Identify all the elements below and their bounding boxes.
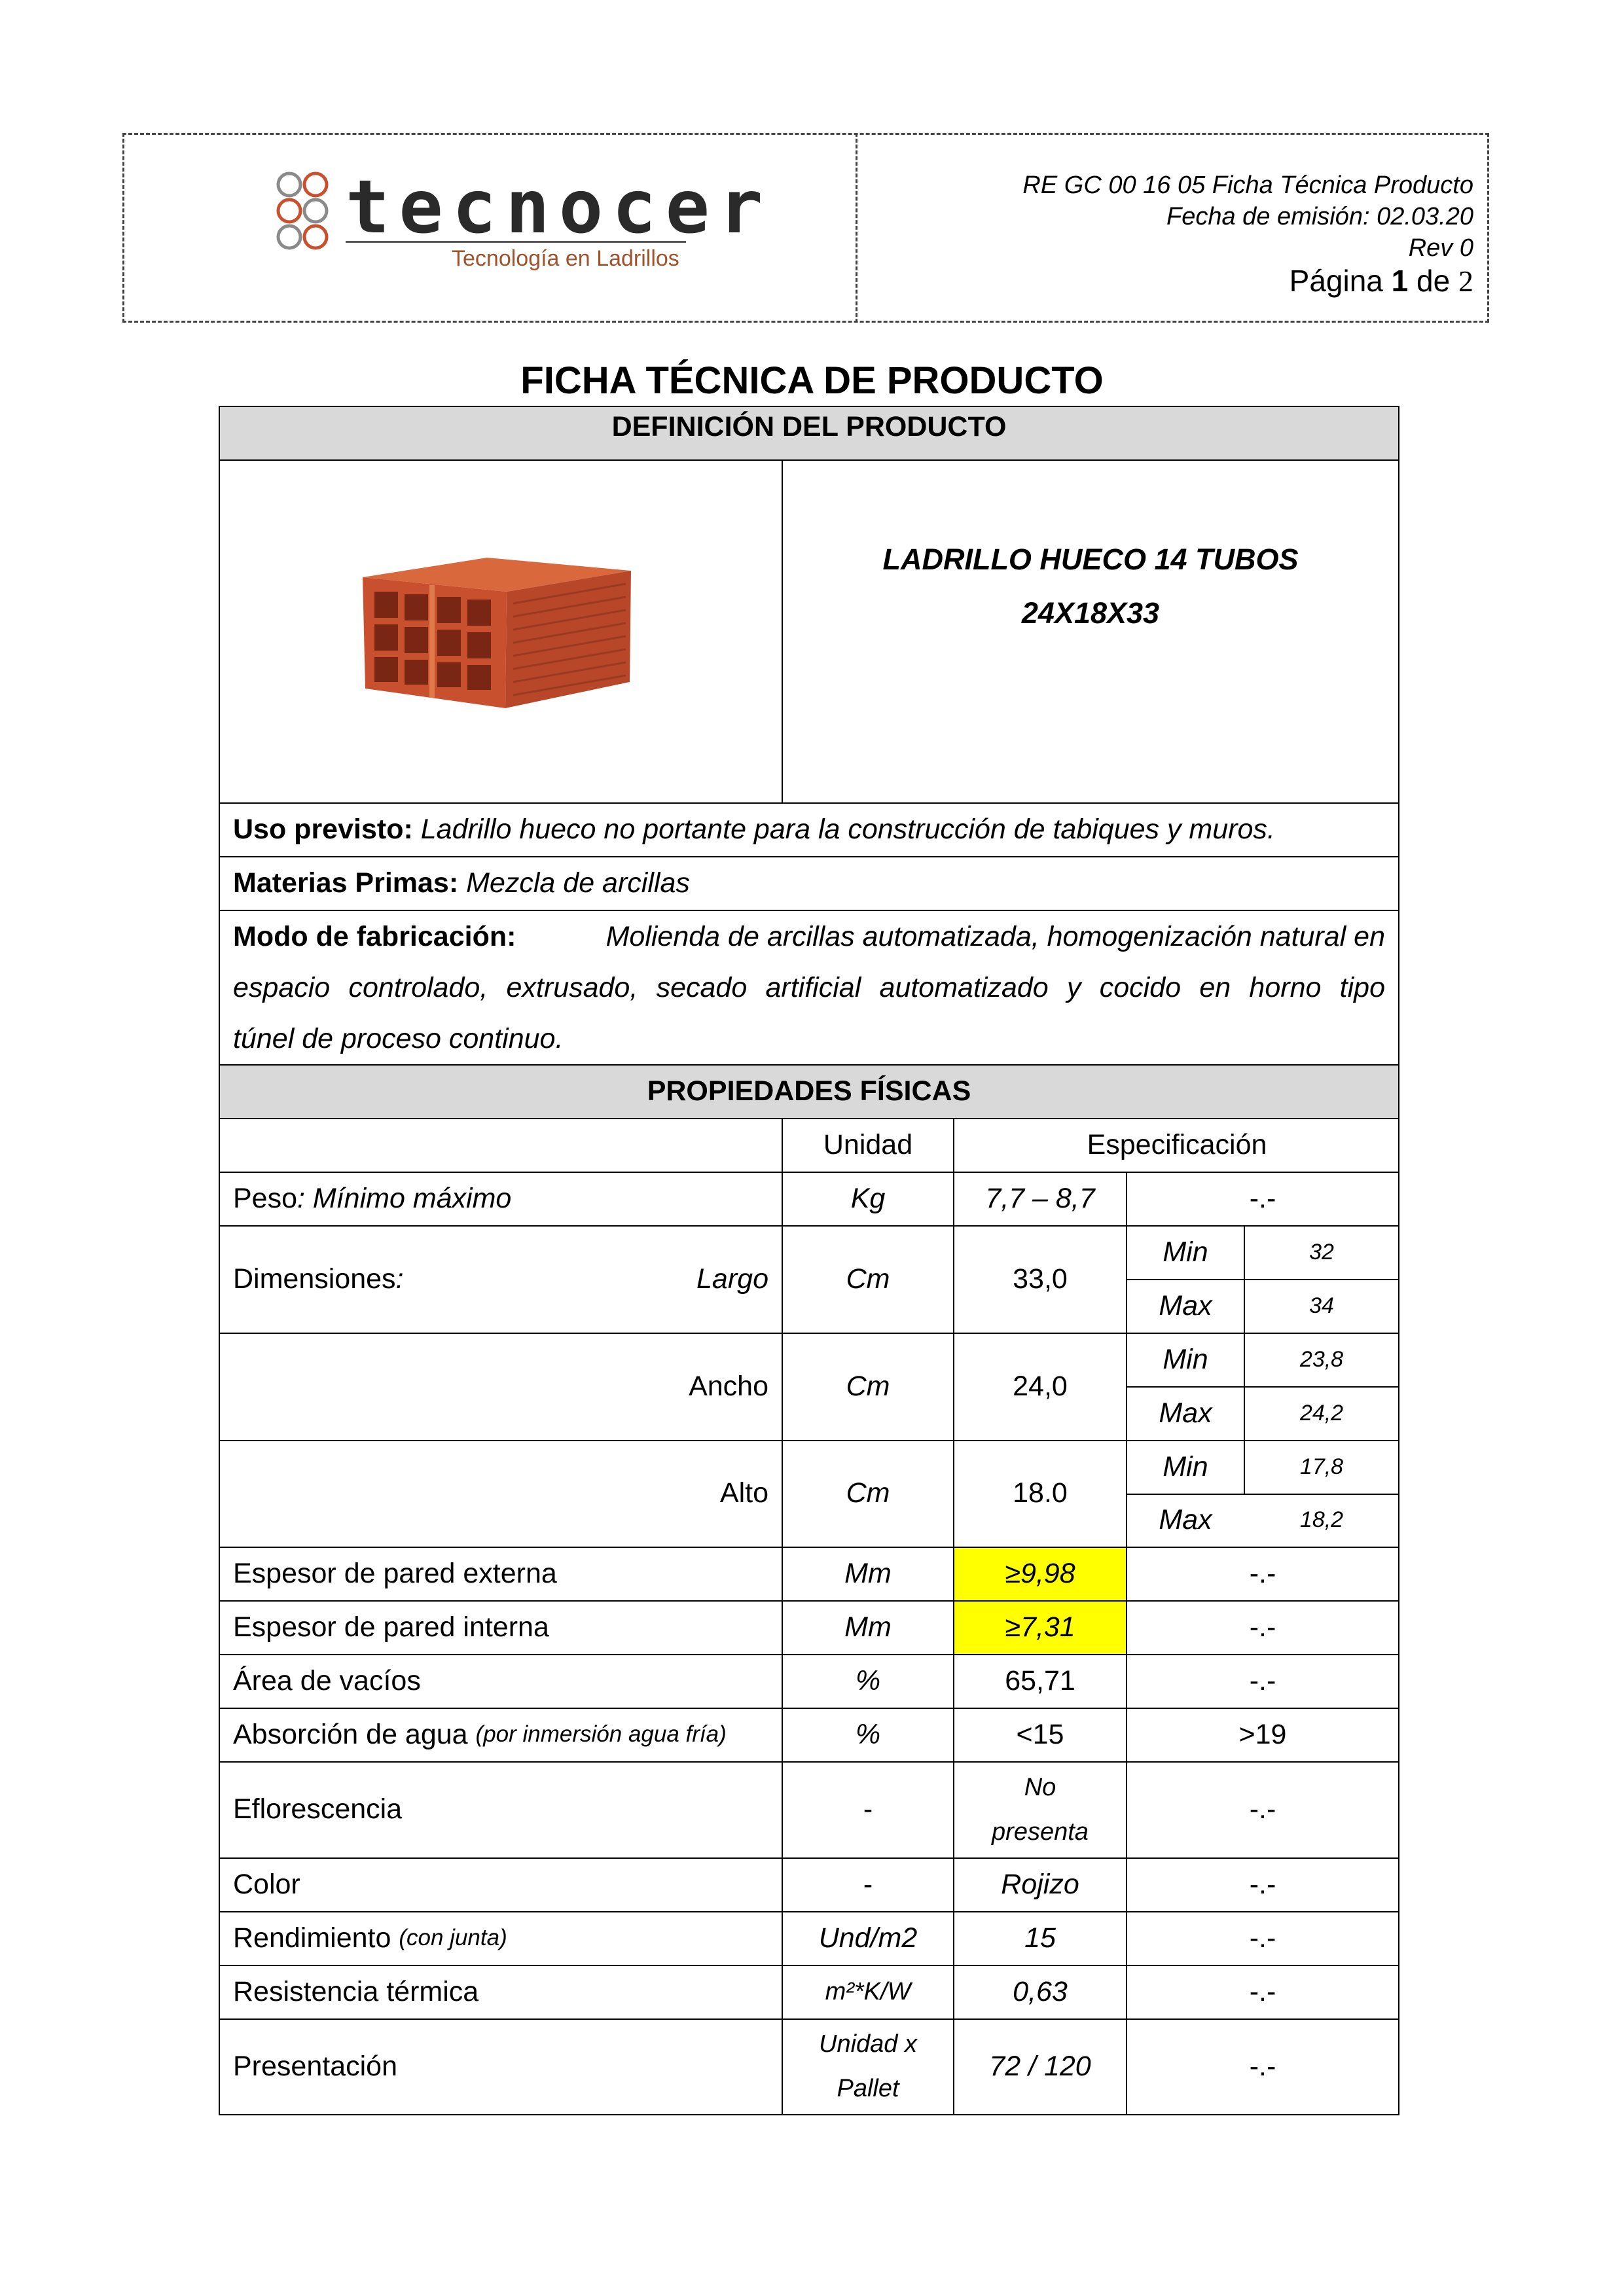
ancho-min-label: Min	[1163, 1343, 1208, 1375]
row-extra: -.-	[1249, 1793, 1276, 1825]
row-value: ≥9,98	[1005, 1557, 1075, 1589]
row-unit: %	[855, 1718, 881, 1750]
rule	[1398, 406, 1399, 2115]
modo-label: Modo de fabricación:	[233, 920, 516, 952]
logo-wordmark: tecnocer	[346, 165, 772, 250]
row-label: Presentación	[233, 2050, 397, 2082]
doc-code: RE GC 00 16 05 Ficha Técnica Producto	[1022, 171, 1473, 199]
row-extra: -.-	[1249, 1975, 1276, 2007]
rule	[219, 2114, 1399, 2115]
rule	[219, 406, 220, 2115]
alto-min-label: Min	[1163, 1450, 1208, 1482]
peso-extra: -.-	[1249, 1182, 1276, 1214]
row-unit: m²*K/W	[825, 1977, 911, 2005]
row-label: Color	[233, 1868, 300, 1900]
modo-value-1: Molienda de arcillas automatizada, homogenización natural en	[605, 920, 1385, 952]
ancho-unit: Cm	[846, 1370, 890, 1402]
alto-min: 17,8	[1299, 1454, 1344, 1479]
row-label: Rendimiento (con junta)	[233, 1922, 507, 1954]
revision: Rev 0	[1408, 234, 1473, 262]
largo-min-label: Min	[1163, 1236, 1208, 1268]
row-unit-line2: Pallet	[837, 2074, 899, 2102]
peso-value: 7,7 – 8,7	[985, 1182, 1095, 1214]
row-extra: -.-	[1249, 1557, 1276, 1589]
modo-line-2: espacio controlado, extrusado, secado artificial automatizado y cocido en horno tipo	[233, 972, 1385, 1003]
row-unit: Mm	[844, 1557, 892, 1589]
properties-heading: PROPIEDADES FÍSICAS	[647, 1075, 971, 1107]
product-size: 24X18X33	[1021, 596, 1160, 630]
page-of: de	[1416, 264, 1451, 298]
row-extra: -.-	[1249, 1922, 1276, 1954]
dimensiones-label: Dimensiones :	[233, 1263, 404, 1295]
row-extra: -.-	[1249, 1664, 1276, 1696]
row-value: 0,63	[1013, 1975, 1068, 2007]
page-word: Página	[1289, 264, 1383, 298]
alto-value: 18.0	[1013, 1477, 1068, 1509]
product-name: LADRILLO HUECO 14 TUBOS	[882, 543, 1299, 576]
modo-line-3: túnel de proceso continuo.	[233, 1022, 564, 1054]
page-title: FICHA TÉCNICA DE PRODUCTO	[520, 359, 1104, 402]
row-label: Área de vacíos	[233, 1664, 421, 1696]
brick-product-image	[356, 551, 631, 734]
uso-previsto	[233, 802, 1392, 856]
row-extra: >19	[1238, 1718, 1287, 1750]
ancho-value: 24,0	[1013, 1370, 1068, 1402]
row-label: Eflorescencia	[233, 1793, 403, 1825]
issue-date: Fecha de emisión: 02.03.20	[1166, 203, 1473, 230]
row-unit-line1: Unidad x	[819, 2030, 917, 2058]
materias-label: Materias Primas:	[233, 867, 459, 899]
row-value: Rojizo	[1001, 1868, 1079, 1900]
row-extra: -.-	[1249, 1868, 1276, 1900]
definition-heading: DEFINICIÓN DEL PRODUCTO	[611, 410, 1007, 442]
row-value-line1: No	[1024, 1773, 1056, 1801]
row-value: 72 / 120	[989, 2050, 1091, 2082]
row-label: Absorción de agua (por inmersión agua fría)	[233, 1718, 727, 1750]
page-number: 1	[1391, 264, 1409, 298]
row-value: 15	[1024, 1922, 1056, 1954]
header-divider	[856, 133, 857, 323]
page-indicator	[1290, 263, 1473, 298]
col-unit-header: Unidad	[823, 1128, 913, 1160]
peso-label: Peso : Mínimo máximo	[233, 1182, 512, 1214]
company-logo	[275, 165, 772, 274]
alto-unit: Cm	[846, 1477, 890, 1509]
largo-unit: Cm	[846, 1263, 890, 1295]
row-unit: %	[855, 1664, 881, 1696]
largo-label: Largo	[696, 1263, 768, 1295]
row-value: ≥7,31	[1005, 1611, 1075, 1643]
row-value: <15	[1016, 1718, 1064, 1750]
alto-label: Alto	[719, 1477, 768, 1509]
row-unit: Mm	[844, 1611, 892, 1643]
ancho-max-label: Max	[1159, 1397, 1212, 1429]
largo-max: 34	[1309, 1293, 1334, 1318]
col-spec-header: Especificación	[1087, 1128, 1267, 1160]
row-unit: Und/m2	[818, 1922, 918, 1954]
page-total: 2	[1458, 264, 1473, 298]
row-label: Espesor de pared externa	[233, 1557, 557, 1589]
row-value: 65,71	[1005, 1664, 1075, 1696]
materias-primas	[233, 856, 1392, 910]
largo-min: 32	[1309, 1239, 1334, 1265]
logo-rings-icon	[275, 170, 340, 268]
ancho-max: 24,2	[1299, 1400, 1344, 1426]
row-value-line2: presenta	[992, 1818, 1089, 1846]
logo-rule	[346, 241, 686, 243]
modo-line-1	[233, 911, 1385, 962]
largo-value: 33,0	[1013, 1263, 1068, 1295]
largo-max-label: Max	[1159, 1289, 1212, 1321]
row-unit: -	[863, 1868, 873, 1900]
ancho-min: 23,8	[1299, 1346, 1344, 1372]
ancho-label: Ancho	[689, 1370, 768, 1402]
row-label: Resistencia térmica	[233, 1975, 479, 2007]
alto-max-label: Max	[1159, 1504, 1212, 1535]
materias-value: Mezcla de arcillas	[466, 867, 690, 899]
row-label: Espesor de pared interna	[233, 1611, 549, 1643]
row-extra: -.-	[1249, 2050, 1276, 2082]
alto-max: 18,2	[1299, 1507, 1344, 1532]
uso-label: Uso previsto:	[233, 813, 413, 845]
uso-value: Ladrillo hueco no portante para la construcción de tabiques y muros.	[420, 813, 1275, 845]
row-unit: -	[863, 1793, 873, 1825]
peso-unit: Kg	[850, 1182, 886, 1214]
rule	[219, 459, 1399, 461]
row-extra: -.-	[1249, 1611, 1276, 1643]
logo-tagline: Tecnología en Ladrillos	[452, 246, 679, 271]
